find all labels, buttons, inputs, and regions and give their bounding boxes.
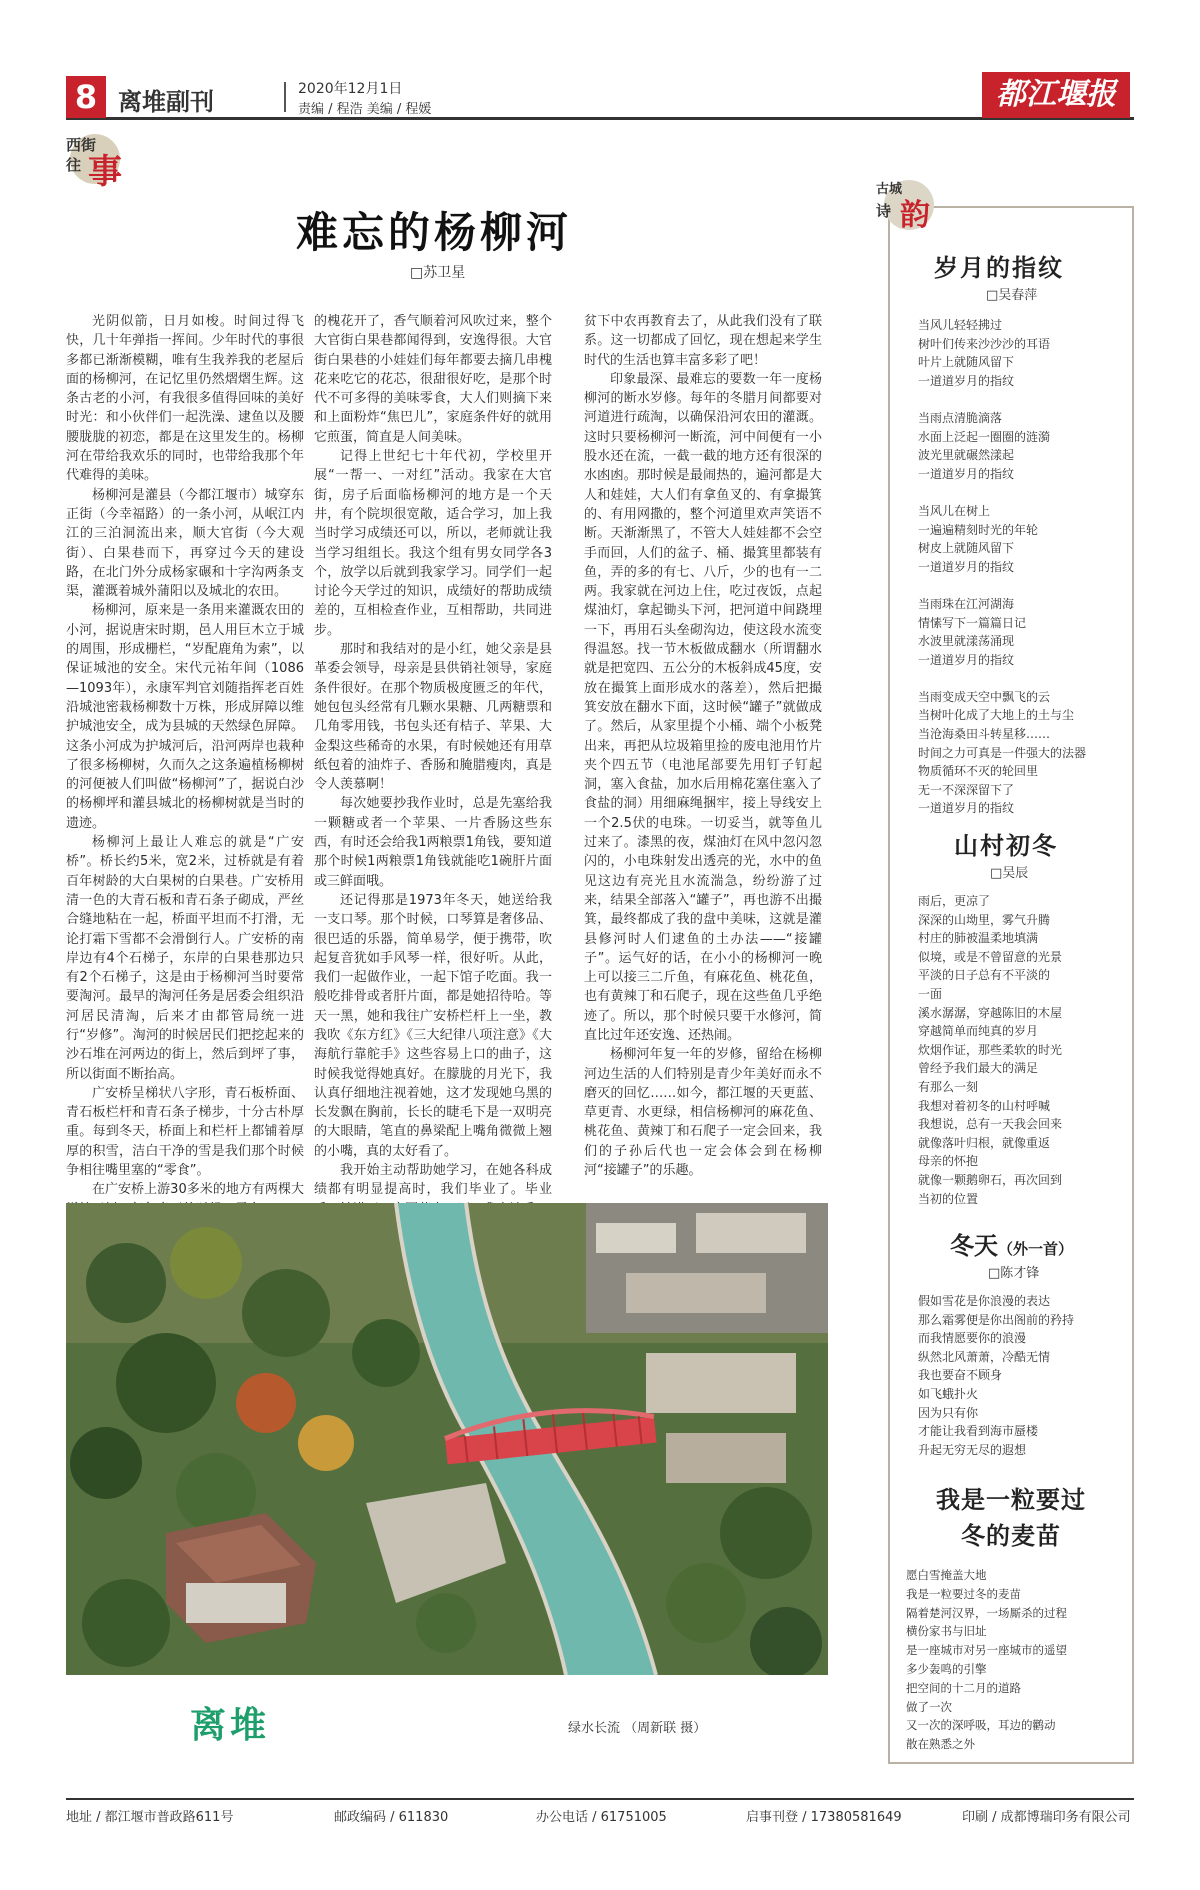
poem-author: □吴春萍 — [986, 288, 1038, 303]
newspaper-masthead: 都江堰报 — [982, 72, 1130, 118]
article-column-3 — [584, 312, 822, 1179]
article-byline: □苏卫星 — [410, 265, 466, 281]
column-badge-ancient-city — [876, 178, 946, 238]
footer-phone: 办公电话 / 61751005 — [536, 1810, 667, 1825]
poem-body: 雨后，更凉了 深深的山坳里，雾气升腾 村庄的肺被温柔地填满 似境，或是不曾留意的光景 平淡的日子总有不平淡的 一面 溪水潺潺，穿越陈旧的木屋 穿越简单而纯真的岁月 炊烟作证，那些柔软的时光 曾经予我们最大的满足 有那么一刻 我想对着初冬的山村呼喊 我想说，总有一天我会回来 就像落叶归根，就像重返 母亲的怀抱 就像一颗鹅卵石，再次回到 当初的位置 — [918, 894, 1063, 1206]
footer-printer: 印刷 / 成都博瑞印务有限公司 — [962, 1810, 1131, 1825]
poem-author: □陈才锋 — [988, 1266, 1040, 1281]
photo-label: 离堆 — [190, 1705, 271, 1746]
footer-address: 地址 / 都江堰市普政路611号 — [66, 1810, 234, 1825]
page-footer — [66, 1798, 1134, 1824]
page-header — [66, 72, 1134, 120]
paragraph: 的槐花开了，香气顺着河风吹过来，整个大官街白果巷都闻得到，安逸得很。大官街白果巷的小娃娃们每年都要去摘几串槐花来吃它的花芯，很甜很好吃，是那个时代不可多得的美味零食，大人们则摘下来和上面粉炸“焦巴儿”，家庭条件好的就用它煎蛋，简直是人间美味。 — [314, 314, 552, 445]
paragraph: 在广安桥上游30多米的地方有两棵大 — [92, 1182, 304, 1198]
paragraph: 还记得那是1973年冬天，她送给我一支口琴。那个时候，口琴算是奢侈品、很巴适的乐器，简单易学，便于携带，吹起复音犹如手风琴一样，很好听。从此，我们一起做作业，一起下馆子吃面。我一般吃排骨或者肝片面，都是她招待哈。等天一黑，她和我往广安桥栏杆上一坐，教我吹《东方红》《三大纪律八项注意》《大海航行靠舵手》这些容易上口的曲子，这时候我觉得她真好。在朦胧的月光下，我认真仔细地注视着她，这才发现她乌黑的长发飘在胸前，长长的睫毛下是一双明亮的大眼睛，笔直的鼻梁配上嘴角微微上翘的小嘴，真的太好看了。 — [314, 892, 552, 1159]
photo-caption-strip — [66, 1675, 828, 1747]
header-divider — [284, 82, 286, 112]
column-badge-west-street — [66, 130, 126, 190]
poem-body: 愿白雪掩盖大地 我是一粒要过冬的麦苗 隔着楚河汉界，一场厮杀的过程 横份家书与旧址 是一座城市对另一座城市的遥望 多少轰鸣的引擎 把空间的十二月的道路 做了一次 又一次的深呼吸，耳边的鹳动 散在熟悉之外 — [906, 1568, 1067, 1752]
paragraph: 贫下中农再教育去了，从此我们没有了联系。这一切都成了回忆，现在想起来学生时代的生活也算丰富多彩了吧！ — [584, 314, 822, 368]
badge-big-character: 事 — [88, 152, 122, 192]
paragraph: 记得上世纪七十年代初，学校里开展“一帮一、一对红”活动。我家在大官街，房子后面临杨柳河的地方是一个天井，有个院坝很宽敞，适合学习，加上我当时学习成绩还可以，所以，老师就让我当学习组组长。我这个组有男女同学各3个，放学以后就到我家学习。同学们一起讨论今天学过的知识，成绩好的帮助成绩差的，互相检查作业，互相帮助，共同进步。 — [314, 449, 552, 638]
footer-ads: 启事刊登 / 17380581649 — [746, 1810, 902, 1825]
badge-small-text: 西街 — [66, 136, 97, 154]
paragraph: 每次她要抄我作业时，总是先塞给我一颗糖或者一个苹果、一片香肠这些东西，有时还会给我1两粮票1角钱，要知道那个时候1两粮票1角钱就能吃1碗肝片面或三鲜面哦。 — [314, 796, 552, 889]
paragraph: 那时和我结对的是小红，她父亲是县革委会领导，母亲是县供销社领导，家庭条件很好。在那个物质极度匮乏的年代，她包包头经常有几颗水果糖、几两糖票和几角零用钱，书包头还有桔子、苹果、大金梨这些稀奇的水果，有时候她还有用草纸包着的油炸子、香肠和腌腊瘦肉，真是令人羡慕啊！ — [314, 642, 552, 793]
river-illustration — [66, 1203, 828, 1675]
paragraph: 杨柳河上最让人难忘的就是“广安桥”。桥长约5米，宽2米，过桥就是有着百年树龄的大白果树的白果巷。广安桥用清一色的大青石板和青石条子砌成，严丝合缝地粘在一起，桥面平坦而不打滑，无论打霜下雪都不会滑倒行人。广安桥的南岸边有4个石梯子，东岸的白果巷那边只有2个石梯子，这是由于杨柳河当时要常要淘河。最早的淘河任务是居委会组织沿河居民清淘，后来才由都管局统一进行“岁修”。淘河的时候居民们把挖起来的沙石堆在河两边的街上，然后到坪了事，所以街面不断抬高。 — [66, 835, 304, 1082]
paragraph: 杨柳河，原来是一条用来灌溉农田的小河，据说唐宋时期，邑人用巨木立于城的周围，形成栅栏，“岁配鹿角为索”，以保证城池的安全。宋代元祐年间（1086—1093年），永康军判官刘随指挥老百姓沿城池密栽杨柳数十万株，形成屏障以维护城池安全，成为县城的天然绿色屏障。这条小河成为护城河后，沿河两岸也栽种了很多杨柳树，久而久之这条遍植杨柳树的河便被人们叫做“杨柳河”了，据说白沙的杨柳坪和灌县城北的杨柳树就是当时的遗迹。 — [66, 603, 304, 831]
paragraph: 杨柳河是灌县（今都江堰市）城穿东正街（今幸福路）的一条小河，从岷江内江的三泊洞流出来，顺大官街（今大观街）、白果巷而下，再穿过今天的建设路，在北门外分成杨家碾和十字沟两条支渠，灌溉着城外蒲阳以及城北的农田。 — [66, 487, 304, 600]
section-title: 离堆副刊 — [118, 88, 214, 116]
poem-title-main: 冬天 — [950, 1232, 998, 1260]
poem-title-line-1: 我是一粒要过 — [936, 1486, 1086, 1514]
article-column-2 — [314, 312, 552, 1202]
editor-credits: 责编 / 程浩 美编 / 程媛 — [298, 102, 432, 117]
poem-title-line-2: 冬的麦苗 — [961, 1522, 1061, 1550]
badge-small-text: 古城 — [876, 182, 903, 197]
article-title: 难忘的杨柳河 — [296, 208, 573, 257]
badge-small-text-2: 诗 — [876, 202, 892, 220]
poem-body: 当风儿轻轻拂过 树叶们传来沙沙沙的耳语 叶片上就随风留下 一道道岁月的指纹 当雨点清脆滴落 水面上泛起一圈圈的涟漪 波光里就碾然漾起 一道道岁月的指纹 当风儿在树上 一遍遍精刻时光的年轮 树皮上就随风留下 一道道岁月的指纹 当雨珠在江河湖海 情愫写下一篇篇日记 水波里就漾荡涌现 一道道岁月的指纹 当雨变成天空中飘飞的云 当树叶化成了大地上的土与尘 当沧海桑田斗转星移…… 时间之力可真是一件强大的法器 物质循环不灭的轮回里 无一不深深留下了 一道道岁月的指纹 — [918, 318, 1087, 816]
aerial-river-photo — [66, 1203, 828, 1675]
photo-caption: 绿水长流 （周新联 摄） — [568, 1721, 707, 1736]
poem-title: 岁月的指纹 — [934, 254, 1064, 282]
badge-small-text-2: 往 — [66, 156, 82, 174]
article-column-1 — [66, 312, 304, 1202]
poem-body: 假如雪花是你浪漫的表达 那么霜雾便是你出阁前的矜持 而我情愿要你的浪漫 纵然北风萧萧，冷酷无情 我也要奋不顾身 如飞蛾扑火 因为只有你 才能让我看到海市蜃楼 升起无穷无尽的遐想 — [918, 1294, 1075, 1457]
poem-title-suffix: （外一首） — [998, 1240, 1074, 1258]
paragraph: 光阴似箭，日月如梭。时间过得飞快，几十年弹指一挥间。少年时代的事很多都已渐渐模糊，唯有生我养我的老屋后面的杨柳河，在记忆里仍然熠熠生辉。这条古老的小河，有我很多值得回味的美好时光：和小伙伴们一起洗澡、逮鱼以及腰腰胧胧的初恋，都是在这里发生的。杨柳河在带给我欢乐的同时，也带给我那个年代难得的美味。 — [66, 314, 304, 484]
poem-title — [906, 1482, 1116, 1554]
paragraph: 广安桥呈梯状八字形，青石板桥面、青石板栏杆和青石条子梯步，十分古朴厚重。每到冬天，桥面上和栏杆上都铺着厚厚的积雪，洁白干净的雪是我们那个时候争相往嘴里塞的“零食”。 — [66, 1085, 304, 1179]
issue-date: 2020年12月1日 — [298, 81, 403, 97]
paragraph: 杨柳河年复一年的岁修，留给在杨柳河边生活的人们特别是青少年美好而永不磨灭的回忆……如今，都江堰的天更蓝、草更青、水更绿，相信杨柳河的麻花鱼、桃花鱼、黄辣丁和石爬子一定会回来，我们的子孙后代也一定会体会到在杨柳河“接罐子”的乐趣。 — [584, 1047, 822, 1179]
poem-author: □吴辰 — [990, 866, 1029, 881]
footer-postcode: 邮政编码 / 611830 — [334, 1810, 449, 1825]
page-number: 8 — [66, 76, 106, 118]
paragraph: 印象最深、最难忘的要数一年一度杨柳河的断水岁修。每年的冬腊月间都要对河道进行疏淘，以确保沿河农田的灌溉。这时只要杨柳河一断流，河中间便有一小股水还在流，一截一截的地方还有很深的水凼凼。那时候是最闹热的，遍河都是大人和娃娃，大人们有拿鱼叉的、有拿撮箕的、有用网撒的，整个河道里欢声笑语不断。天渐渐黑了，不管大人娃娃都不会空手而回，人们的盆子、桶、撮箕里都装有鱼，弄的多的有七、八斤，少的也有一二两。我家就在河边上住，吃过夜饭，点起煤油灯，拿起锄头下河，把河道中间跷埋一下，再用石头垒砌沟边，使这段水流变得温怒。找一节木板做成翻水（所谓翻水就是把宽四、五公分的木板斜成45度，安放在撮箕上面形成水的落差），然后把撮箕安放在翻水下面，这时候“罐子”就做成了。然后，从家里提个小桶、端个小板凳出来，再把从垃圾箱里捡的废电池用竹片夹个四五节（电池尾部要先用钉子钉起洞，塞入食盐，加水后用棉花塞住塞入了食盐的洞）用细麻绳捆牢，接上导线安上一个2.5伏的电珠。一切妥当，就等鱼儿过来了。漆黑的夜，煤油灯在风中忽闪忽闪的，小电珠射发出透亮的光，水中的鱼见这边有亮光且水流湍急，纷纷游了过来，结果全部落入“罐子”，再也游不出撮箕，最终都成了我的盘中美味，这就是灌县修河时人们逮鱼的土办法——“接罐子”。运气好的话，在小小的杨柳河一晚上可以接三二斤鱼，有麻花鱼、桃花鱼，也有黄辣丁和石爬子，现在这些鱼几乎绝迹了。所以，那个时候只要干水修河，简直比过年还安逸、还热闹。 — [584, 371, 822, 1043]
paragraph: 我开始主动帮助她学习，在她各科成绩都有明显提高时，我们毕业了。毕业 — [314, 1163, 552, 1198]
badge-big-character: 韵 — [900, 198, 930, 233]
poem-title: 山村初冬 — [954, 832, 1058, 860]
poem-title — [950, 1226, 1073, 1261]
